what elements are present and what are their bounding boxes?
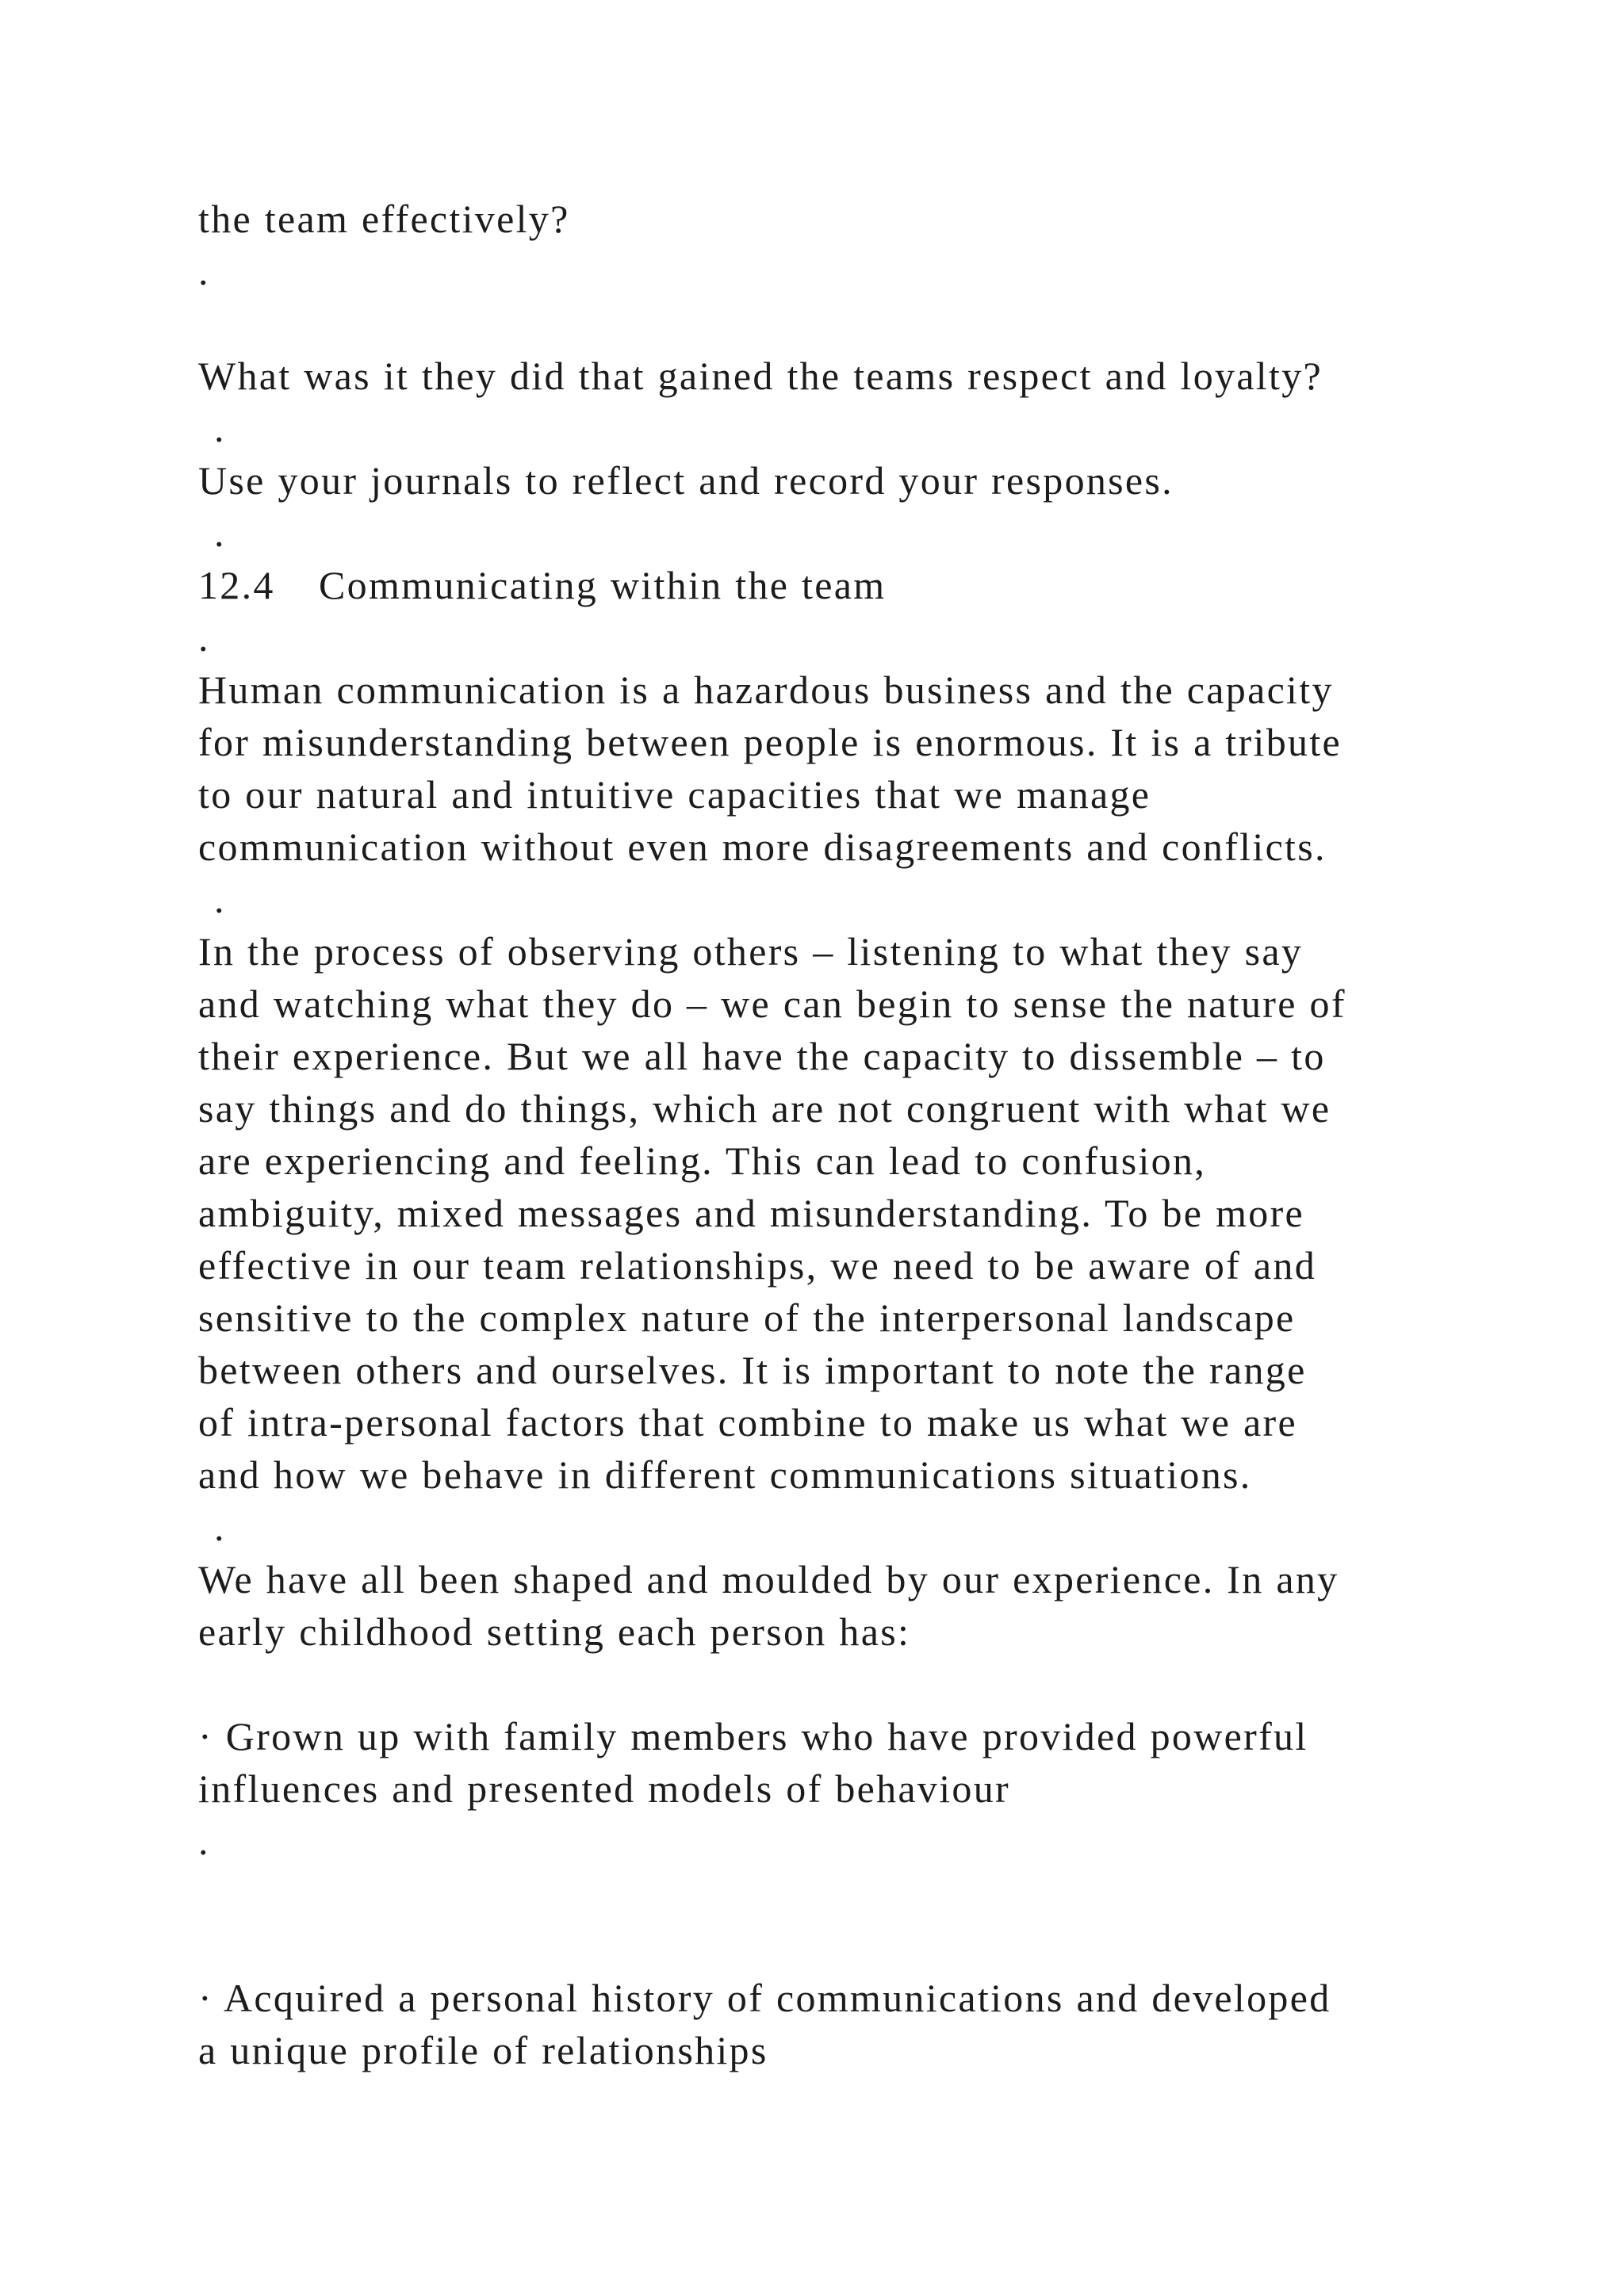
dot-separator: . [198,249,210,293]
document-page [198,193,1530,2076]
paragraph-line: In the process of observing others – listening to what they say [198,929,1304,974]
paragraph-line: of intra-personal factors that combine to make us what we are [198,1400,1297,1445]
reflection-question: What was it they did that gained the teams respect and loyalty? [198,354,1323,398]
spacer [198,297,1530,350]
bullet-line: · Grown up with family members who have provided powerful [198,1714,1308,1758]
paragraph-line: effective in our team relationships, we need to be aware of and [198,1243,1317,1288]
paragraph-line: are experiencing and feeling. This can lead to confusion, [198,1138,1207,1183]
section-title: Communicating within the team [319,563,887,607]
paragraph-line: We have all been shaped and moulded by our experience. In any [198,1557,1339,1601]
intro-line: the team effectively? [198,197,570,241]
section-number: 12.4 [198,563,275,607]
paragraph-line: between others and ourselves. It is important to note the range [198,1348,1307,1392]
paragraph-shaped-by-experience [198,1553,1530,1658]
paragraph-line: say things and do things, which are not congruent with what we [198,1086,1331,1131]
dot-separator: . [214,877,226,921]
paragraph-line: their experience. But we all have the capacity to dissemble – to [198,1034,1326,1078]
bullet-line: influences and presented models of behaviour [198,1766,1010,1811]
paragraph-line: ambiguity, mixed messages and misunderstanding. To be more [198,1191,1305,1235]
bullet-line: a unique profile of relationships [198,2028,768,2072]
bullet-item-family [198,1710,1530,1815]
paragraph-line: for misunderstanding between people is enormous. It is a tribute [198,720,1342,764]
paragraph-line: to our natural and intuitive capacities that we manage [198,772,1151,817]
dot-separator: . [198,1819,210,1863]
bullet-item-personal-history [198,1972,1530,2076]
paragraph-human-communication [198,664,1530,873]
spacer [198,1867,1530,1972]
paragraph-line: Human communication is a hazardous business and the capacity [198,668,1334,712]
paragraph-line: sensitive to the complex nature of the interpersonal landscape [198,1295,1296,1340]
dot-separator: . [214,406,226,450]
paragraph-line: early childhood setting each person has: [198,1609,911,1654]
spacer [198,1658,1530,1710]
journal-instruction: Use your journals to reflect and record your responses. [198,458,1174,503]
bullet-line: · Acquired a personal history of communications and developed [198,1976,1331,2020]
dot-separator: . [198,615,210,660]
paragraph-line: and watching what they do – we can begin to sense the nature of [198,982,1346,1026]
dot-separator: . [214,511,226,555]
section-heading [198,559,1530,611]
paragraph-observing-others [198,925,1530,1501]
paragraph-line: communication without even more disagreements and conflicts. [198,825,1327,869]
dot-separator: . [214,1505,226,1549]
paragraph-line: and how we behave in different communications situations. [198,1452,1252,1497]
